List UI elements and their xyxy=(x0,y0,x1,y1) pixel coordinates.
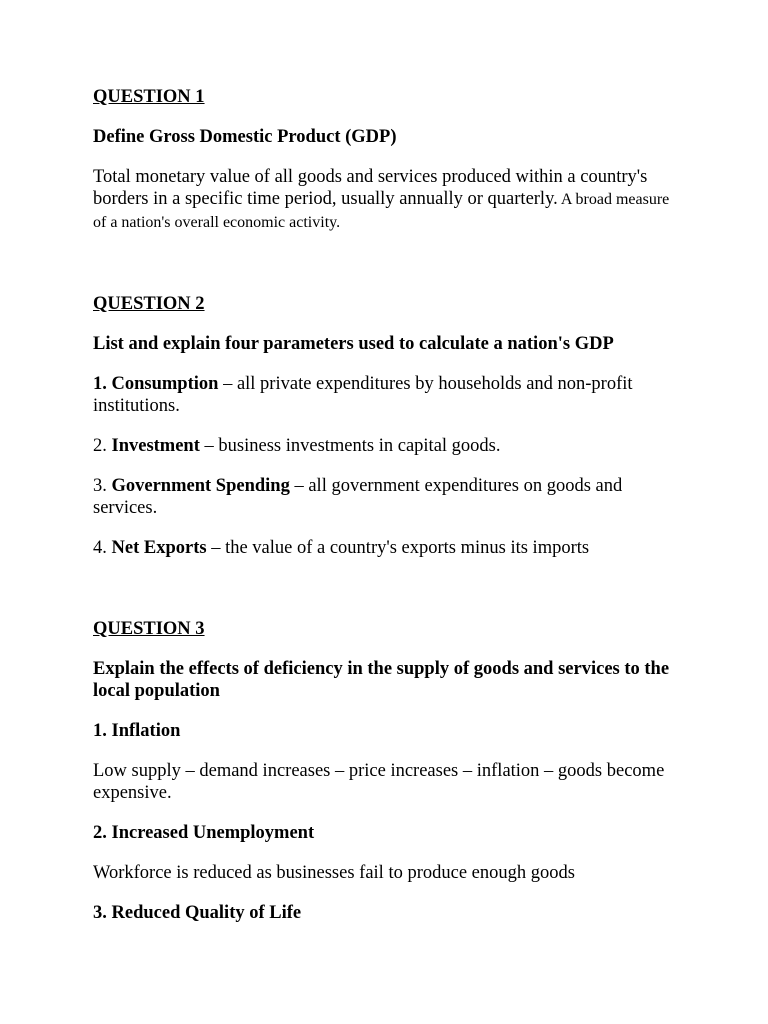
gdp-parameter-number: 3. xyxy=(93,476,107,496)
effect-title: 2. Increased Unemployment xyxy=(93,823,315,843)
effect-title: 3. Reduced Quality of Life xyxy=(93,903,302,923)
gdp-parameter-item xyxy=(93,435,683,457)
effect-title: 1. Inflation xyxy=(93,721,181,741)
effect-text: Workforce is reduced as businesses fail to produce enough goods xyxy=(93,863,575,883)
question-1-answer xyxy=(93,166,683,234)
gdp-parameter-number: 2. xyxy=(93,436,107,456)
question-3-heading: QUESTION 3 xyxy=(93,619,205,639)
section-spacer xyxy=(93,577,683,618)
gdp-parameter-term: Investment xyxy=(111,436,200,456)
gdp-parameter-text: – all government expenditures on goods and services. xyxy=(93,476,623,518)
document-page xyxy=(93,86,683,942)
question-2-heading: QUESTION 2 xyxy=(93,294,205,314)
section-spacer xyxy=(93,252,683,293)
gdp-parameter-term: Consumption xyxy=(111,374,219,394)
question-1-heading: QUESTION 1 xyxy=(93,87,205,107)
gdp-parameter-text: – the value of a country's exports minus its imports xyxy=(206,538,590,558)
gdp-parameter-number: 4. xyxy=(93,538,107,558)
gdp-parameter-term: Government Spending xyxy=(111,476,290,496)
effect-text: Low supply – demand increases – price increases – inflation – goods become expensive. xyxy=(93,761,665,803)
gdp-parameter-number: 1. xyxy=(93,374,107,394)
question-1-answer-note: A broad measure of a nation's overall economic activity. xyxy=(93,191,670,231)
question-2-title: List and explain four parameters used to calculate a nation's GDP xyxy=(93,334,614,354)
question-1-answer-main: Total monetary value of all goods and services produced within a country's borders in a specific time period, usually annually or quarterly. xyxy=(93,167,648,209)
gdp-parameter-text: – all private expenditures by households and non-profit institutions. xyxy=(93,374,633,416)
gdp-parameter-item xyxy=(93,537,683,559)
gdp-parameter-item xyxy=(93,373,683,417)
gdp-parameter-term: Net Exports xyxy=(111,538,207,558)
gdp-parameter-item xyxy=(93,475,683,519)
gdp-parameter-text: – business investments in capital goods. xyxy=(199,436,501,456)
question-1-title: Define Gross Domestic Product (GDP) xyxy=(93,127,397,147)
question-3-title: Explain the effects of deficiency in the supply of goods and services to the local population xyxy=(93,659,670,701)
